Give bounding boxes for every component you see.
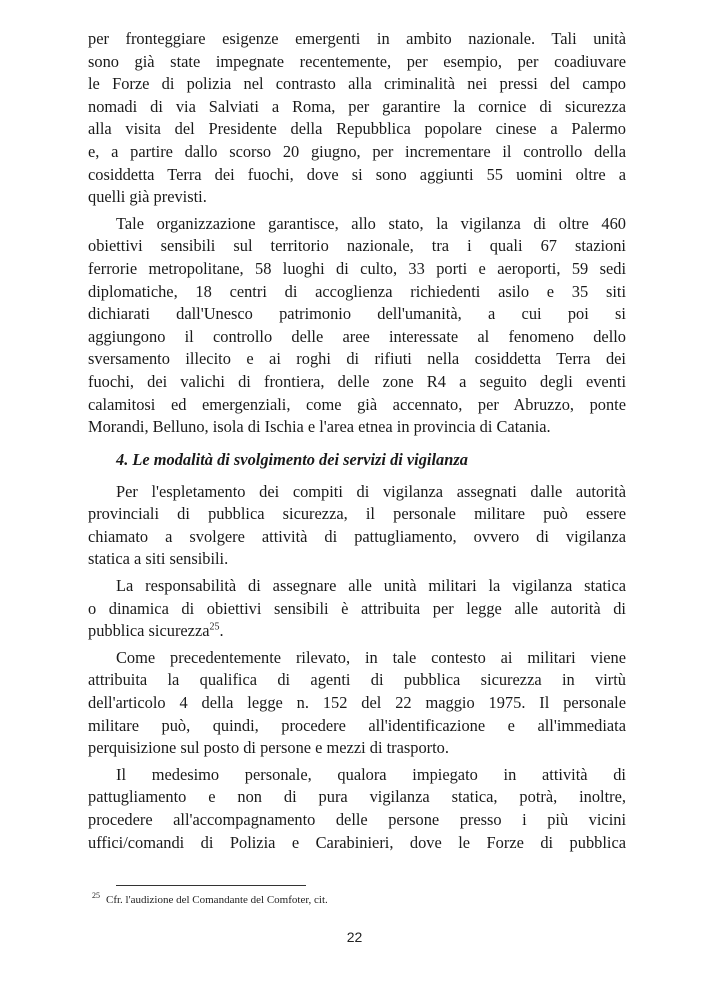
text-line: provinciali di pubblica sicurezza, il personale militare può essere — [88, 504, 626, 524]
footnote-divider — [116, 885, 306, 886]
text-line: aggiungono il controllo delle aree interessate al fenomeno dello — [88, 326, 626, 346]
text-fragment: pubblica sicurezza — [88, 621, 210, 641]
text-line: sono già state impegnate recentemente, per esempio, per coadiuvare — [88, 51, 626, 71]
text-line: nomadi di via Salviati a Roma, per garantire la cornice di sicurezza — [88, 96, 626, 116]
text-line: Come precedentemente rilevato, in tale contesto ai militari viene — [116, 647, 626, 667]
text-line: e, a partire dallo scorso 20 giugno, per incrementare il controllo della — [88, 141, 626, 161]
text-line: cosiddetta Terra dei fuochi, dove si sono aggiunti 55 uomini oltre a — [88, 164, 626, 184]
text-line: obiettivi sensibili sul territorio nazionale, tra i quali 67 stazioni — [88, 236, 626, 256]
text-line: sversamento illecito e ai roghi di rifiuti nella cosiddetta Terra dei — [88, 349, 626, 369]
text-line: chiamato a svolgere attività di pattugliamento, ovvero di vigilanza — [88, 526, 626, 546]
text-line: diplomatiche, 18 centri di accoglienza richiedenti asilo e 35 siti — [88, 281, 626, 301]
text-line: uffici/comandi di Polizia e Carabinieri, dove le Forze di pubblica — [88, 832, 626, 852]
footnote-number: 25 — [92, 891, 100, 901]
text-line: statica a siti sensibili. — [88, 549, 229, 569]
text-line: calamitosi ed emergenziali, come già accennato, per Abruzzo, ponte — [88, 394, 626, 414]
paragraph-1 — [88, 28, 626, 209]
paragraph-5 — [88, 647, 626, 760]
section-heading: 4. Le modalità di svolgimento dei servizi di vigilanza — [116, 449, 468, 469]
text-line: procedere all'accompagnamento delle persone presso i più vicini — [88, 810, 626, 829]
text-line: quelli già previsti. — [88, 187, 207, 207]
text-line: perquisizione sul posto di persone e mezzi di trasporto. — [88, 738, 449, 758]
text-line: Morandi, Belluno, isola di Ischia e l'area etnea in provincia di Catania. — [88, 417, 551, 437]
text-line: alla visita del Presidente della Repubblica popolare cinese a Palermo — [88, 119, 626, 139]
text-line: Tale organizzazione garantisce, allo stato, la vigilanza di oltre 460 — [116, 213, 626, 233]
text-fragment: . — [219, 621, 224, 641]
text-line: pattugliamento e non di pura vigilanza statica, potrà, inoltre, — [88, 787, 626, 807]
text-line: fuochi, dei valichi di frontiera, delle zone R4 a seguito degli eventi — [88, 371, 626, 391]
document-page — [88, 28, 626, 854]
footnote-text: Cfr. l'audizione del Comandante del Comfoter, cit. — [106, 894, 328, 906]
text-line: per fronteggiare esigenze emergenti in ambito nazionale. Tali unità — [88, 29, 626, 48]
paragraph-2 — [88, 213, 626, 439]
paragraph-3 — [88, 481, 626, 571]
text-line: attribuita la qualifica di agenti di pubblica sicurezza in virtù — [88, 670, 626, 690]
text-line: dichiarati dall'Unesco patrimonio dell'umanità, a cui poi si — [88, 304, 626, 324]
footnote — [92, 893, 328, 907]
text-line: le Forze di polizia nel contrasto alla criminalità nei pressi del campo — [88, 74, 626, 94]
text-line: Per l'espletamento dei compiti di vigilanza assegnati dalle autorità — [116, 481, 626, 501]
page-number: 22 — [346, 929, 363, 945]
footnote-reference[interactable]: 25 — [209, 621, 220, 633]
paragraph-6 — [88, 764, 626, 854]
text-line: o dinamica di obiettivi sensibili è attribuita per legge alle autorità di — [88, 598, 626, 618]
paragraph-4 — [88, 575, 626, 643]
text-line: ferrorie metropolitane, 58 luoghi di culto, 33 porti e aeroporti, 59 sedi — [88, 258, 626, 278]
text-line: La responsabilità di assegnare alle unità militari la vigilanza statica — [116, 576, 626, 596]
text-line — [88, 620, 626, 643]
text-line: Il medesimo personale, qualora impiegato in attività di — [116, 764, 626, 784]
text-line: dell'articolo 4 della legge n. 152 del 22 maggio 1975. Il personale — [88, 693, 626, 713]
text-line: militare può, quindi, procedere all'identificazione e all'immediata — [88, 715, 626, 735]
